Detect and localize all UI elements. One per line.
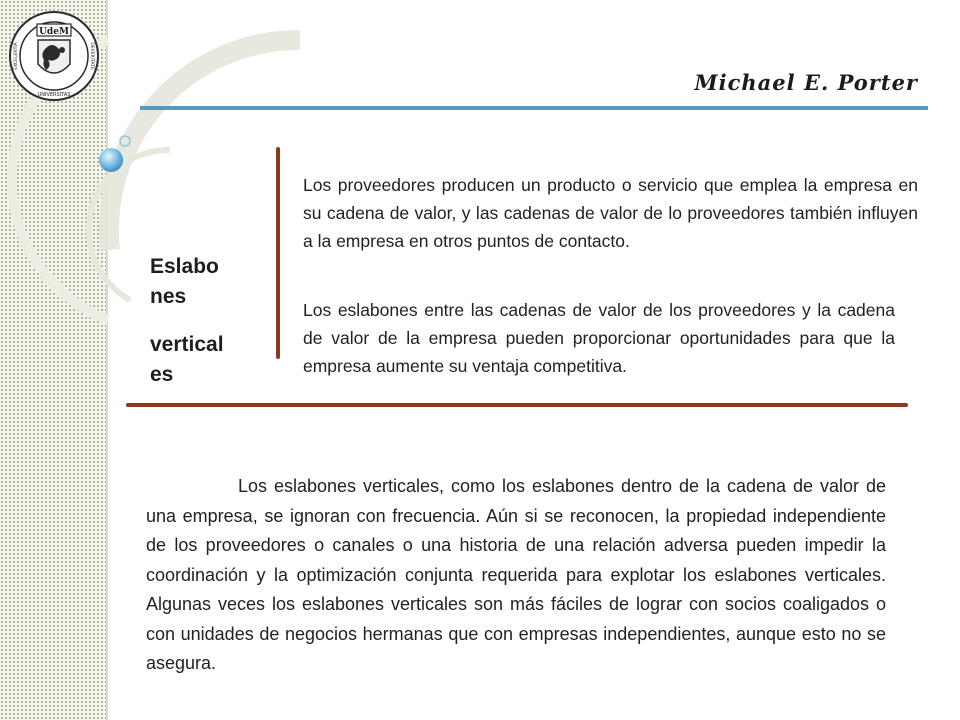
paragraph-linkages: Los eslabones entre las cadenas de valor de los proveedores y la cadena de valor de la empresa pueden proporcionar oportunidades para que la empresa aumente su ventaja competitiva. (303, 299, 895, 376)
strip-edge-divider (106, 0, 108, 720)
horizontal-divider (126, 403, 908, 407)
section-heading-line1: Eslabo (150, 255, 219, 278)
section-heading-spacer (150, 312, 275, 330)
header-rule (140, 106, 928, 110)
paragraph-suppliers: Los proveedores producen un producto o servicio que emplea la empresa en su cadena de valor, y las cadenas de valor de lo proveedores también influyen a la empresa en otros puntos de contacto. (303, 174, 918, 251)
vertical-divider (276, 147, 280, 359)
section-heading-line4: es (150, 363, 174, 386)
section-heading-line3: vertical (150, 333, 224, 356)
decorative-small-ring (120, 136, 130, 146)
logo-ring-right: DEVERITATE (89, 42, 94, 70)
author-name: Michael E. Porter (694, 70, 918, 95)
logo-monogram: UdeM (39, 27, 69, 37)
section-heading-line2: nes (150, 285, 187, 308)
decorative-dotted-strip (0, 0, 106, 720)
logo-ring-left: EXCELENTIA (14, 42, 19, 70)
paragraph-vertical-links: Los eslabones verticales, como los eslabones dentro de la cadena de valor de una empresa, se ignoran con frecuencia. Aún si se reconocen, la propiedad independiente de los proveedores o canales o una historia de una relación adversa pueden impedir la coordinación y la optimización conjunta requerida para explotar los eslabones verticales. Algunas veces los eslabones verticales son más fáciles de lograr con socios coaligados o con unidades de negocios hermanas que con empresas independientes, aunque esto no se asegura. (146, 476, 886, 673)
logo-ring-bottom: UNIVERSITAS (37, 92, 71, 98)
university-logo (8, 10, 100, 102)
section-heading (150, 252, 275, 390)
